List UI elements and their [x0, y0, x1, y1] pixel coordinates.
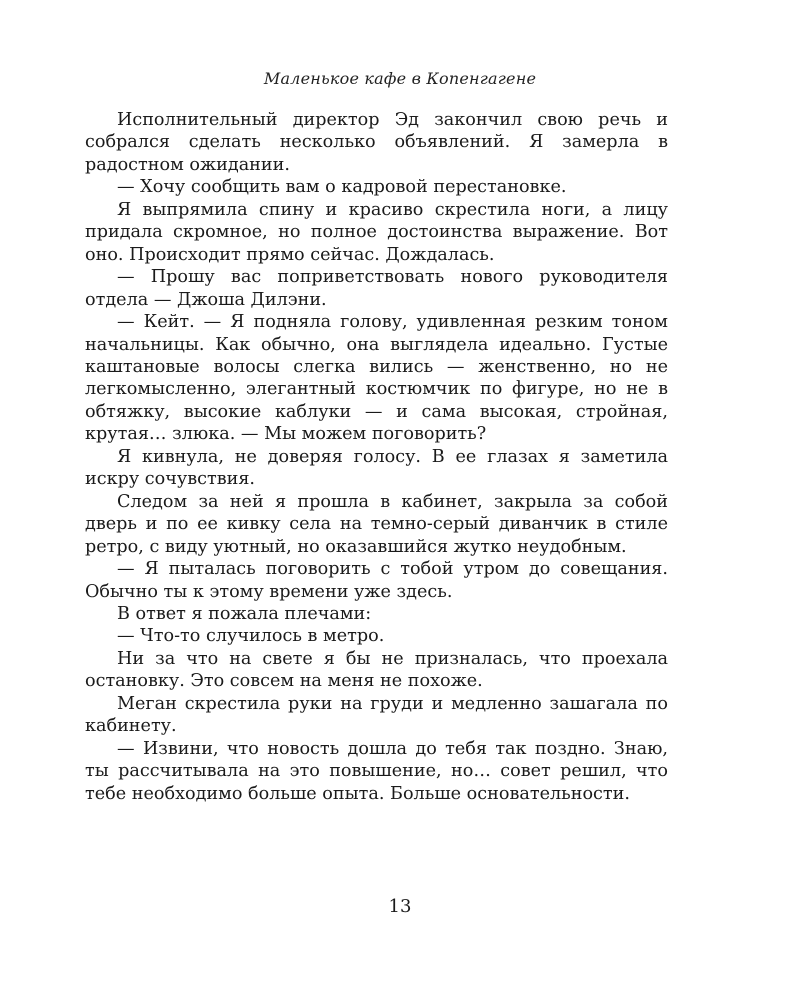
paragraph: Следом за ней я прошла в кабинет, закрыла за собой дверь и по ее кивку села на темно-серый диванчик в стиле ретро, с виду уютный, но оказавшийся жутко неудобным. [85, 491, 668, 557]
paragraph: В ответ я пожала плечами: [117, 603, 372, 624]
paragraph: — Хочу сообщить вам о кадровой перестановке. [117, 177, 567, 198]
paragraph: Я кивнула, не доверяя голосу. В ее глазах я заметила искру сочувствия. [85, 446, 668, 490]
paragraph: — Извини, что новость дошла до тебя так поздно. Знаю, ты рассчитывала на это повышение, но… совет решил, что тебе необходимо больше опыта. Больше основательности. [85, 738, 668, 804]
paragraph: — Я пыталась поговорить с тобой утром до совещания. Обычно ты к этому времени уже здесь. [85, 559, 668, 602]
page-number: 13 [388, 896, 412, 917]
body-text [85, 109, 668, 805]
paragraph: — Что-то случилось в метро. [117, 626, 385, 647]
paragraph: — Прошу вас поприветствовать нового руководителя отдела — Джоша Дилэни. [85, 267, 668, 310]
paragraph: Исполнительный директор Эд закончил свою речь и собрался сделать несколько объявлений. Я замерла в радостном ожидании. [85, 110, 668, 175]
paragraph: Ни за что на свете я бы не призналась, что проехала остановку. Это совсем на меня не похоже. [85, 648, 668, 692]
running-title: Маленькое кафе в Копенгагене [263, 69, 537, 88]
paragraph: Я выпрямила спину и красиво скрестила ноги, а лицу придала скромное, но полное достоинства выражение. Вот оно. Происходит прямо сейчас. Дождалась. [85, 199, 668, 265]
paragraph: Меган скрестила руки на груди и медленно зашагала по кабинету. [85, 693, 668, 737]
paragraph: — Кейт. — Я подняла голову, удивленная резким тоном начальницы. Как обычно, она выглядела идеально. Густые каштановые волосы слегка вились — женственно, но не легкомысленно, элегантный костюмчик по фигуре, но не в обтяжку, высокие каблуки — и сама высокая, стройная, крутая… злюка. — Мы можем поговорить? [85, 312, 668, 445]
